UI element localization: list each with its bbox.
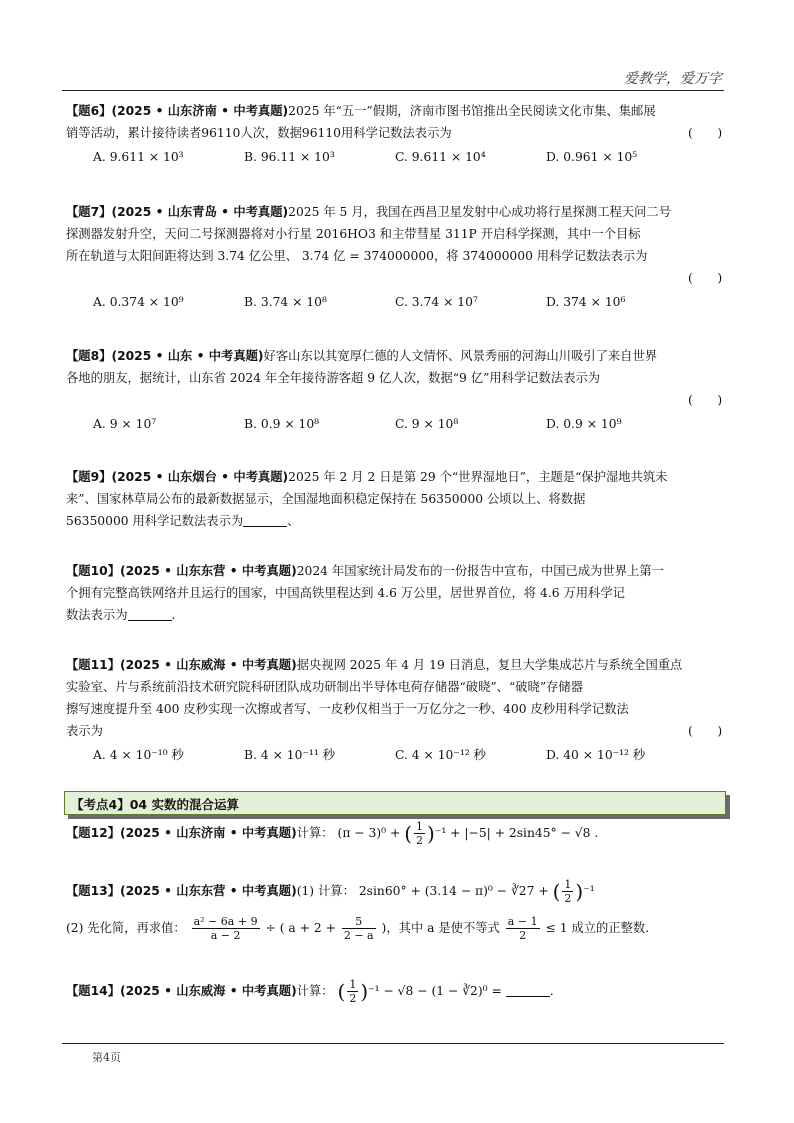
question-12 bbox=[66, 820, 726, 847]
question-tag: 【题8】(2025 • 山东 • 中考真题) bbox=[66, 349, 264, 363]
options bbox=[66, 413, 726, 435]
option-d[interactable]: D. 0.961 × 10⁵ bbox=[546, 150, 638, 164]
question-end: . bbox=[171, 608, 176, 622]
option-b[interactable]: B. 96.11 × 10³ bbox=[244, 150, 335, 164]
footer-rule bbox=[62, 1043, 724, 1044]
question-lead: (2) 先化简，再求值： bbox=[66, 921, 186, 935]
question-tag: 【题11】(2025 • 山东威海 • 中考真题) bbox=[66, 658, 297, 672]
math-part: ⁻¹ bbox=[583, 884, 595, 898]
option-d[interactable]: D. 0.9 × 10⁹ bbox=[546, 417, 622, 431]
math-part: )，其中 a 是使不等式 bbox=[381, 921, 500, 935]
math-part: ≤ 1 成立的正整数. bbox=[545, 921, 650, 935]
question-tag: 【题13】(2025 • 山东东营 • 中考真题) bbox=[66, 884, 297, 898]
answer-blank[interactable] bbox=[243, 512, 287, 527]
answer-paren: ( ) bbox=[688, 126, 723, 140]
answer-blank[interactable] bbox=[128, 606, 172, 621]
math-part: ÷ ( a + 2 + bbox=[265, 921, 336, 935]
question-text: 数法表示为 bbox=[66, 608, 128, 622]
question-11 bbox=[66, 654, 726, 766]
question-6 bbox=[66, 100, 726, 168]
question-tag: 【题12】(2025 • 山东济南 • 中考真题) bbox=[66, 826, 297, 840]
option-c[interactable]: C. 9 × 10⁸ bbox=[395, 417, 459, 431]
frac-den: 2 bbox=[349, 992, 357, 1005]
option-c[interactable]: C. 9.611 × 10⁴ bbox=[395, 150, 486, 164]
frac-den: 2 − a bbox=[343, 929, 374, 942]
page-number: 第4页 bbox=[92, 1051, 121, 1064]
fraction bbox=[342, 915, 376, 942]
frac-num: 1 bbox=[416, 820, 424, 833]
fraction bbox=[414, 820, 425, 847]
fraction bbox=[192, 915, 260, 942]
paren-open: ( bbox=[404, 821, 413, 846]
math-part: (π − 3)⁰ + bbox=[337, 826, 401, 840]
question-text: 擦写速度提升至 400 皮秒实现一次擦或者写、一皮秒仅相当于一万亿分之一秒、400 皮秒用科学记数法 bbox=[66, 702, 629, 716]
paren-open: ( bbox=[552, 879, 561, 904]
question-text: 2025 年“五一”假期，济南市图书馆推出全民阅读文化市集、集邮展 bbox=[288, 104, 656, 118]
question-tag: 【题10】(2025 • 山东东营 • 中考真题) bbox=[66, 564, 297, 578]
question-text: 实验室、片与系统前沿技术研究院科研团队成功研制出半导体电荷存储器“破晓”、“破晓”存储器 bbox=[66, 680, 584, 694]
answer-blank[interactable] bbox=[506, 982, 550, 997]
question-text: 56350000 用科学记数法表示为 bbox=[66, 514, 244, 528]
frac-num: a² − 6a + 9 bbox=[193, 915, 258, 928]
option-a[interactable]: A. 9.611 × 10³ bbox=[93, 150, 184, 164]
question-end: . bbox=[549, 984, 554, 998]
question-lead: 计算： bbox=[296, 826, 334, 840]
answer-paren: ( ) bbox=[688, 393, 723, 407]
question-end: 、 bbox=[287, 514, 300, 528]
question-8 bbox=[66, 345, 726, 435]
fraction bbox=[506, 915, 540, 942]
question-9 bbox=[66, 466, 726, 532]
question-text: 表示为 bbox=[66, 724, 103, 738]
header-rule bbox=[62, 90, 724, 91]
question-13 bbox=[66, 878, 726, 942]
frac-num: 5 bbox=[342, 915, 376, 929]
paren-open: ( bbox=[337, 979, 346, 1004]
fraction bbox=[562, 878, 573, 905]
question-7 bbox=[66, 201, 726, 313]
question-text: 2024 年国家统计局发布的一份报告中宣布，中国已成为世界上第一 bbox=[296, 564, 664, 578]
question-text: 据央视网 2025 年 4 月 19 日消息，复旦大学集成芯片与系统全国重点 bbox=[296, 658, 683, 672]
paren-close: ) bbox=[575, 879, 584, 904]
question-text: 探测器发射升空，天问二号探测器将对小行星 2016HO3 和主带彗星 311P 开启科学探测，其中一个目标 bbox=[66, 227, 641, 241]
options bbox=[66, 291, 726, 313]
option-d[interactable]: D. 40 × 10⁻¹² 秒 bbox=[546, 748, 646, 762]
question-tag: 【题7】(2025 • 山东青岛 • 中考真题) bbox=[66, 205, 289, 219]
paren-close: ) bbox=[360, 979, 369, 1004]
option-b[interactable]: B. 4 × 10⁻¹¹ 秒 bbox=[244, 748, 336, 762]
option-b[interactable]: B. 0.9 × 10⁸ bbox=[244, 417, 320, 431]
question-tag: 【题14】(2025 • 山东威海 • 中考真题) bbox=[66, 984, 297, 998]
question-text: 所在轨道与太阳间距将达到 3.74 亿公里、 3.74 亿 = 374000000，将 374000000 用科学记数法表示为 bbox=[66, 249, 648, 263]
option-c[interactable]: C. 4 × 10⁻¹² 秒 bbox=[395, 748, 486, 762]
question-tag: 【题6】(2025 • 山东济南 • 中考真题) bbox=[66, 104, 289, 118]
answer-paren: ( ) bbox=[688, 271, 723, 285]
question-lead: (1) 计算： bbox=[296, 884, 355, 898]
option-b[interactable]: B. 3.74 × 10⁸ bbox=[244, 295, 327, 309]
options bbox=[66, 744, 726, 766]
question-text: 2025 年 2 月 2 日是第 29 个“世界湿地日”，主题是“保护湿地共筑未 bbox=[288, 470, 668, 484]
section-bar bbox=[64, 791, 726, 815]
fraction bbox=[347, 978, 358, 1005]
math-part: ⁻¹ − √8 − (1 − ∛2)⁰ = bbox=[368, 984, 502, 998]
frac-num: 1 bbox=[349, 978, 357, 991]
option-d[interactable]: D. 374 × 10⁶ bbox=[546, 295, 626, 309]
math-part: 2sin60° + (3.14 − π)⁰ − ∛27 + bbox=[358, 884, 549, 898]
header-motto: 爱教学，爱万字 bbox=[624, 71, 722, 87]
question-text: 销等活动，累计接待读者96110人次，数据96110用科学记数法表示为 bbox=[66, 126, 452, 140]
frac-den: a − 2 bbox=[210, 929, 241, 942]
question-tag: 【题9】(2025 • 山东烟台 • 中考真题) bbox=[66, 470, 289, 484]
option-a[interactable]: A. 0.374 × 10⁹ bbox=[93, 295, 184, 309]
answer-paren: ( ) bbox=[688, 724, 723, 738]
frac-den: 2 bbox=[416, 834, 424, 847]
question-text: 各地的朋友，据统计，山东省 2024 年全年接待游客超 9 亿人次，数据“9 亿”用科学记数法表示为 bbox=[66, 371, 601, 385]
frac-den: 2 bbox=[564, 892, 572, 905]
option-c[interactable]: C. 3.74 × 10⁷ bbox=[395, 295, 478, 309]
section-title: 【考点4】04 实数的混合运算 bbox=[71, 797, 239, 812]
question-14 bbox=[66, 978, 726, 1005]
options bbox=[66, 146, 726, 168]
question-text: 来”、国家林草局公布的最新数据显示，全国湿地面积稳定保持在 56350000 公顷以上、将数据 bbox=[66, 492, 586, 506]
frac-num: 1 bbox=[564, 878, 572, 891]
paren-close: ) bbox=[427, 821, 435, 846]
option-a[interactable]: A. 4 × 10⁻¹⁰ 秒 bbox=[93, 748, 184, 762]
question-lead: 计算： bbox=[296, 984, 334, 998]
frac-num: a − 1 bbox=[507, 915, 538, 928]
frac-den: 2 bbox=[519, 929, 527, 942]
question-text: 个拥有完整高铁网络并且运行的国家，中国高铁里程达到 4.6 万公里，居世界首位，将 4.6 万用科学记 bbox=[66, 586, 625, 600]
question-text: 好客山东以其宽厚仁德的人文情怀、风景秀丽的河海山川吸引了来自世界 bbox=[263, 349, 658, 363]
question-text: 2025 年 5 月，我国在西昌卫星发射中心成功将行星探测工程天问二号 bbox=[288, 205, 672, 219]
option-a[interactable]: A. 9 × 10⁷ bbox=[93, 417, 157, 431]
math-part: ⁻¹ + |−5| + 2sin45° − √8 . bbox=[434, 826, 599, 840]
question-10 bbox=[66, 560, 726, 626]
